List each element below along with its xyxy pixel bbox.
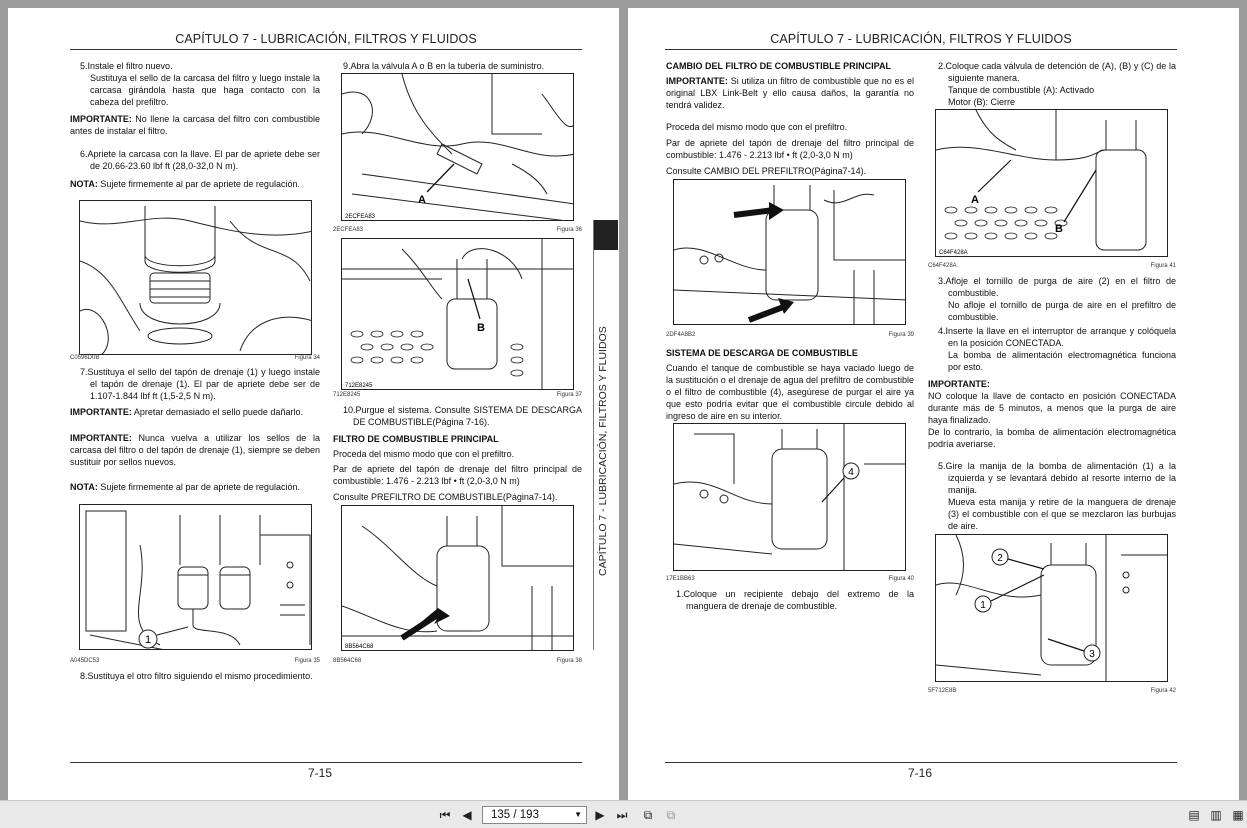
page-right	[628, 8, 1239, 800]
right-step-3: 3.Afloje el tornillo de purga de aire (2) en el filtro de combustible.	[938, 276, 1176, 298]
header-rule-right	[665, 49, 1177, 50]
fig41-code: C64F428A	[928, 263, 957, 269]
important-note-2: IMPORTANTE: Apretar demasiado el sello puede dañarlo.	[70, 407, 303, 417]
first-page-icon[interactable]: ⏮	[439, 808, 451, 822]
fig41-callout-b: B	[1055, 223, 1063, 235]
fig42-callout-1: 1	[980, 600, 986, 611]
fig37-code: 712E8245	[333, 392, 361, 398]
fig35-label: Figura 35	[294, 658, 320, 664]
page-number-selector[interactable]	[482, 806, 587, 824]
figure-41	[935, 109, 1168, 257]
fig42-code: 5F712E8B	[928, 688, 957, 694]
right-step-2-c: Motor (B): Cierre	[948, 97, 1016, 107]
chapter-header: CAPÍTULO 7 - LUBRICACIÓN, FILTROS Y FLUIDOS	[175, 32, 477, 46]
next-page-icon[interactable]: ▶	[595, 808, 605, 822]
fig37-callout: B	[477, 322, 485, 334]
fig39-code: 2DF4A8B2	[666, 332, 696, 338]
figure-39	[673, 179, 906, 325]
figure-37	[341, 238, 574, 390]
page-number-left: 7-15	[308, 766, 333, 780]
two-page-view-icon[interactable]: ▦	[1232, 808, 1244, 822]
important-note-1: IMPORTANTE: No llene la carcasa del filtro con combustible antes de instalar el filtro.	[70, 114, 320, 136]
figure-42	[935, 534, 1168, 682]
right-p1: Proceda del mismo modo que con el prefiltro.	[666, 122, 848, 132]
right-important-2-b: De lo contrario, la bomba de alimentación electromagnética podría averiarse.	[928, 427, 1176, 449]
right-p2: Par de apriete del tapón de drenaje del filtro principal de combustible: 1.476 - 2.213 lbf • ft (2,0-3,0 N m)	[666, 138, 914, 160]
figure-35	[79, 504, 312, 650]
last-page-icon[interactable]: ⏭	[616, 808, 628, 822]
right-important-2-label: IMPORTANTE:	[928, 379, 990, 389]
fig34-code: C0596D0B	[70, 355, 100, 361]
fig42-callout-3: 3	[1089, 649, 1095, 660]
figure-40	[673, 423, 906, 571]
right-important-1: IMPORTANTE: Si utiliza un filtro de combustible que no es el original LBX Link-Belt y ello causa daños, la garantía no tendrá validez.	[666, 76, 914, 110]
main-filter-p3: Consulte PREFILTRO DE COMBUSTIBLE(Página7-14).	[333, 492, 558, 502]
footer-rule-right	[665, 762, 1177, 763]
side-tab-label: CAPÍTULO 7 - LUBRICACIÓN, FILTROS Y FLUIDOS	[597, 326, 609, 576]
right-p4: Cuando el tanque de combustible se haya vaciado luego de la sustitución o el drenaje de agua del prefiltro de combustible o el filtro de combustible (4), asegúrese de purgar el aire ya que esto podría evitar que el combustible circule debido al ingreso de aire en su interior.	[666, 363, 914, 421]
fig38-inner-code: 8B564C68	[345, 644, 374, 650]
step-7: 7.Sustituya el sello del tapón de drenaje (1) y luego instale el tapón de drenaje (1). El par de apriete debe ser de 1.107-1.844 lbf ft (1,5-2,5 N m).	[80, 367, 320, 401]
page-number-right: 7-16	[908, 766, 933, 780]
step-8: 8.Sustituya el otro filtro siguiendo el mismo procedimiento.	[80, 671, 313, 681]
fig35-code: A045DC53	[70, 658, 100, 664]
fig36-code: 2ECFEA83	[333, 227, 364, 233]
go-back-view-icon[interactable]: ⧉	[643, 808, 653, 822]
page-indicator: 135 / 193	[491, 809, 539, 821]
section-fuel-discharge: SISTEMA DE DESCARGA DE COMBUSTIBLE	[666, 348, 858, 358]
fig41-inner-code: C64F428A	[939, 250, 968, 256]
main-filter-p1: Proceda del mismo modo que con el prefiltro.	[333, 449, 515, 459]
fig41-label: Figura 41	[1150, 263, 1176, 269]
note-2: NOTA: Sujete firmemente al par de apriete de regulación.	[70, 482, 300, 492]
side-tab-marker	[594, 220, 618, 250]
section-main-filter: FILTRO DE COMBUSTIBLE PRINCIPAL	[333, 434, 499, 444]
fig34-label: Figura 34	[294, 355, 320, 361]
right-step-2-b: Tanque de combustible (A): Activado	[948, 85, 1095, 95]
note-1: NOTA: Sujete firmemente al par de apriete de regulación.	[70, 179, 300, 189]
fig40-callout: 4	[848, 467, 854, 478]
fig36-inner-code: 2ECFEA83	[345, 214, 376, 220]
chapter-header-right: CAPÍTULO 7 - LUBRICACIÓN, FILTROS Y FLUIDOS	[770, 32, 1072, 46]
previous-page-icon[interactable]: ◀	[462, 808, 472, 822]
right-step-2: 2.Coloque cada válvula de detención de (A), (B) y (C) de la siguiente manera.	[938, 61, 1176, 83]
fig38-code: 8B564C68	[333, 658, 362, 664]
fig35-callout: 1	[144, 634, 152, 646]
right-step-4: 4.Inserte la llave en el interruptor de arranque y colóquela en la posición CONECTADA.	[938, 326, 1176, 348]
fig40-code: 17E1BB63	[666, 576, 695, 582]
single-page-view-icon[interactable]: ▤	[1188, 808, 1200, 822]
section-change-filter: CAMBIO DEL FILTRO DE COMBUSTIBLE PRINCIPAL	[666, 61, 891, 71]
viewer-toolbar	[0, 800, 1247, 828]
figure-36	[341, 73, 574, 221]
fig36-label: Figura 36	[556, 227, 582, 233]
figure-38	[341, 505, 574, 651]
fig38-label: Figura 38	[556, 658, 582, 664]
figure-34	[79, 200, 312, 355]
fig36-callout: A	[418, 194, 426, 206]
fig42-label: Figura 42	[1150, 688, 1176, 694]
footer-rule	[70, 762, 582, 763]
fig37-inner-code: 712E8245	[345, 383, 373, 389]
fig40-label: Figura 40	[888, 576, 914, 582]
step-5-detail: Sustituya el sello de la carcasa del filtro y luego instale la carcasa girándola hasta que haga contacto con la cabeza del prefiltro.	[90, 73, 320, 107]
important-note-3: IMPORTANTE: Nunca vuelva a utilizar los sellos de la carcasa del filtro o del tapón de drenaje (1), siempre se deben sustituir por sellos nuevos.	[70, 433, 320, 467]
page-left	[8, 8, 619, 800]
step-9: 9.Abra la válvula A o B en la tubería de suministro.	[343, 61, 545, 71]
right-step-1: 1.Coloque un recipiente debajo del extremo de la manguera de drenaje de combustible.	[676, 589, 914, 611]
right-p3: Consulte CAMBIO DEL PREFILTRO(Página7-14).	[666, 166, 867, 176]
right-step-3-b: No afloje el tornillo de purga de aire en el prefiltro de combustible.	[948, 300, 1176, 322]
chevron-down-icon: ▼	[574, 810, 582, 819]
main-filter-p2: Par de apriete del tapón de drenaje del filtro principal de combustible: 1.476 - 2.213 lbf • ft (2,0-3,0 N m)	[333, 464, 582, 486]
chapter-side-tab	[593, 220, 617, 650]
right-step-5-b: Mueva esta manija y retire de la manguera de drenaje (3) el combustible con el que se mezclaron las burbujas de aire.	[948, 497, 1176, 531]
go-forward-view-icon[interactable]: ⧉	[666, 808, 676, 822]
fig39-label: Figura 39	[888, 332, 914, 338]
step-5: 5.Instale el filtro nuevo.	[80, 61, 173, 71]
fig41-callout-a: A	[971, 194, 979, 206]
fig42-callout-2: 2	[997, 553, 1003, 564]
step-6: 6.Apriete la carcasa con la llave. El par de apriete debe ser de 20.66-23.60 lbf ft (28,0-32,0 N m).	[80, 149, 320, 171]
continuous-view-icon[interactable]: ▥	[1210, 808, 1222, 822]
right-step-5: 5.Gire la manija de la bomba de alimentación (1) a la izquierda y se levantará debido al resorte interno de la manija.	[938, 461, 1176, 495]
right-step-4-b: La bomba de alimentación electromagnética funciona por esto.	[948, 350, 1176, 372]
right-important-2-a: NO coloque la llave de contacto en posición CONECTADA durante más de 5 minutos, a menos que la purga de aire haya finalizado.	[928, 391, 1176, 425]
step-10: 10.Purgue el sistema. Consulte SISTEMA DE DESCARGA DE COMBUSTIBLE(Página 7-16).	[343, 405, 582, 427]
header-rule	[70, 49, 582, 50]
fig37-label: Figura 37	[556, 392, 582, 398]
